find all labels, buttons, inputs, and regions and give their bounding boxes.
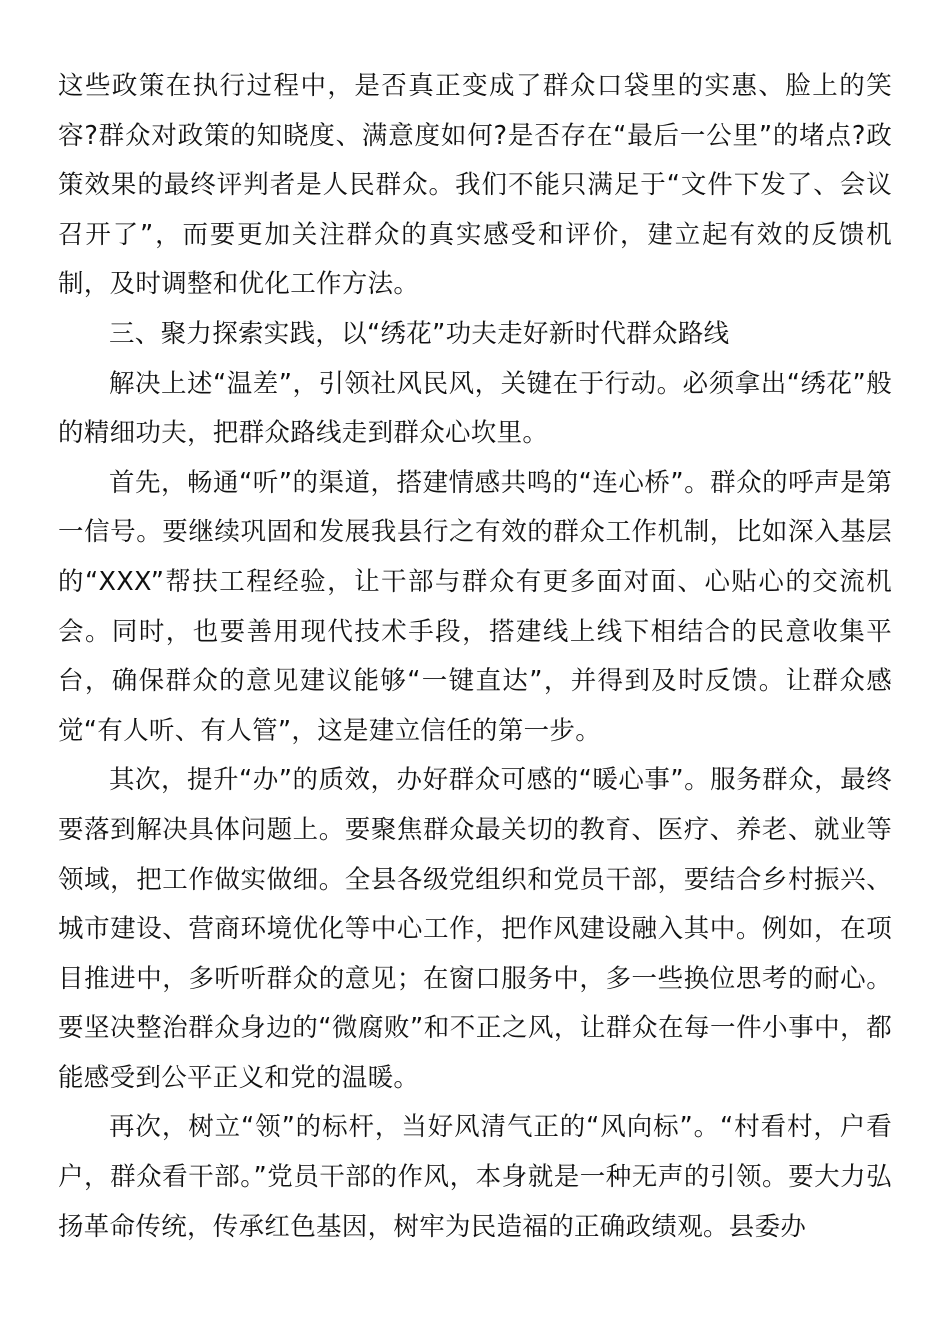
paragraph-action: 解决上述“温差”，引领社风民风，关键在于行动。必须拿出“绣花”般的精细功夫，把群众路线走到群众心坎里。 (58, 368, 892, 449)
paragraph-policy-feedback: 这些政策在执行过程中，是否真正变成了群众口袋里的实惠、脸上的笑容?群众对政策的知晓度、满意度如何?是否存在“最后一公里”的堵点?政策效果的最终评判者是人民群众。我们不能只满足于“文件下发了、会议召开了”，而要更加关注群众的真实感受和评价，建立起有效的反馈机制，及时调整和优化工作方法。 (58, 71, 892, 300)
document-page (58, 62, 892, 1252)
section-heading-three: 三、聚力探索实践，以“绣花”功夫走好新时代群众路线 (109, 318, 730, 349)
paragraph-lead-benchmark: 再次，树立“领”的标杆，当好风清气正的“风向标”。“村看村，户看户，群众看干部。”党员干部的作风，本身就是一种无声的引领。要大力弘扬革命传统，传承红色基因，树牢为民造福的正确政绩观。县委办 (58, 1112, 892, 1242)
paragraph-listen-channel: 首先，畅通“听”的渠道，搭建情感共鸣的“连心桥”。群众的呼声是第一信号。要继续巩固和发展我县行之有效的群众工作机制，比如深入基层的“XXX”帮扶工程经验，让干部与群众有更多面对面、心贴心的交流机会。同时，也要善用现代技术手段，搭建线上线下相结合的民意收集平台，确保群众的意见建议能够“一键直达”，并得到及时反馈。让群众感觉“有人听、有人管”，这是建立信任的第一步。 (58, 467, 892, 746)
paragraph-handle-efficiency: 其次，提升“办”的质效，办好群众可感的“暖心事”。服务群众，最终要落到解决具体问题上。要聚焦群众最关切的教育、医疗、养老、就业等领域，把工作做实做细。全县各级党组织和党员干部，要结合乡村振兴、城市建设、营商环境优化等中心工作，把作风建设融入其中。例如，在项目推进中，多听听群众的意见；在窗口服务中，多一些换位思考的耐心。要坚决整治群众身边的“微腐败”和不正之风，让群众在每一件小事中，都能感受到公平正义和党的温暖。 (58, 765, 892, 1093)
